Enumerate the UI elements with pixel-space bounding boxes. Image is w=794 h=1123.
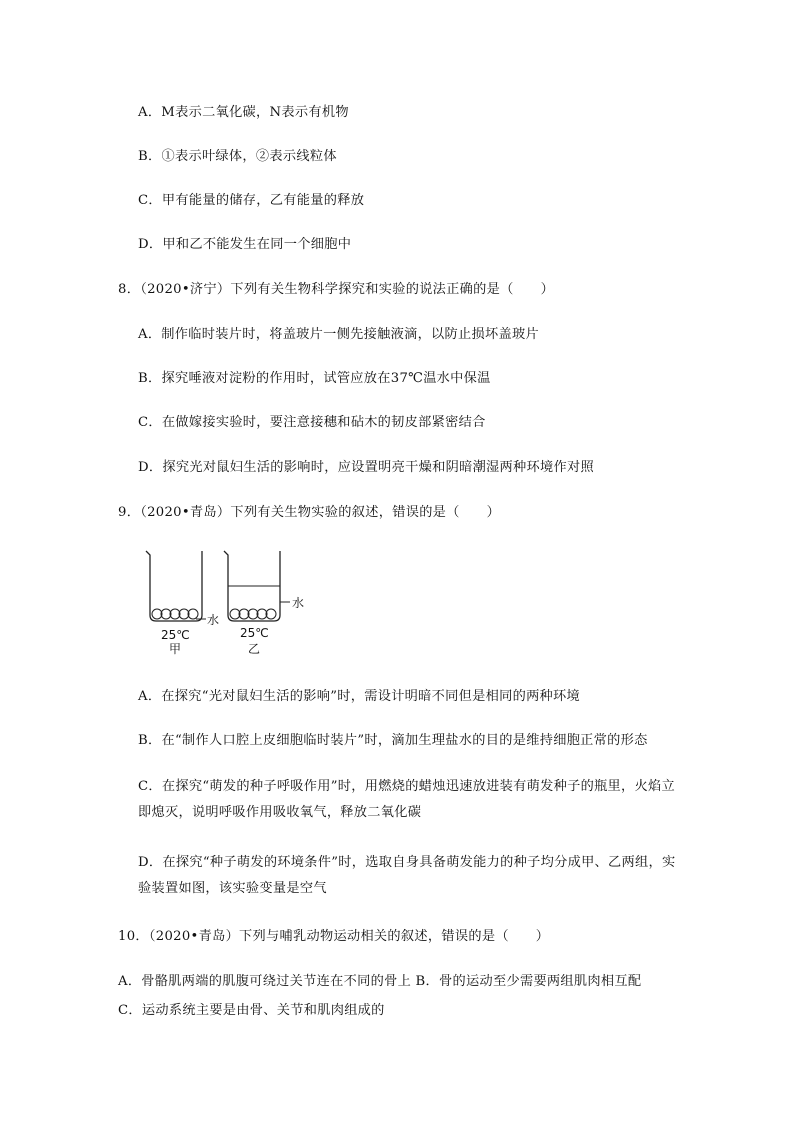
q8-option-a: A．制作临时装片时，将盖玻片一侧先接触液滴，以防止损坏盖玻片 (138, 327, 539, 342)
left-temp-label: 25℃ (161, 628, 190, 642)
q8-stem: 8．（2020•济宁）下列有关生物科学探究和实验的说法正确的是（ ） (118, 282, 555, 297)
q7-option-c: C．甲有能量的储存，乙有能量的释放 (138, 193, 365, 208)
q8-option-c: C．在做嫁接实验时，要注意接穗和砧木的韧皮部紧密结合 (138, 415, 486, 430)
right-water-label: 水 (292, 596, 305, 610)
seeds-left (152, 609, 198, 619)
right-temp-label: 25℃ (240, 626, 269, 640)
q10-stem: 10．（2020•青岛）下列与哺乳动物运动相关的叙述，错误的是（ ） (118, 929, 550, 944)
q9-option-b: B．在“制作人口腔上皮细胞临时装片”时，滴加生理盐水的目的是维持细胞正常的形态 (138, 733, 648, 748)
seeds-right (230, 609, 276, 619)
q9-beaker-figure (140, 547, 330, 659)
q8-option-d: D．探究光对鼠妇生活的影响时，应设置明亮干燥和阴暗潮湿两种环境作对照 (138, 460, 594, 475)
q9-stem: 9．（2020•青岛）下列有关生物实验的叙述，错误的是（ ） (118, 505, 501, 520)
right-group-label: 乙 (248, 642, 261, 656)
beaker-diagram (140, 547, 330, 659)
q9-option-d: D．在探究“种子萌发的环境条件”时，选取自身具备萌发能力的种子均分成甲、乙两组，实验装置如图，该实验变量是空气 (138, 855, 676, 896)
q7-option-b: B．①表示叶绿体，②表示线粒体 (138, 149, 337, 164)
beaker-left (146, 551, 202, 621)
q7-option-d: D．甲和乙不能发生在同一个细胞中 (138, 237, 352, 252)
q8-option-b: B．探究唾液对淀粉的作用时，试管应放在37℃温水中保温 (138, 371, 491, 386)
left-group-label: 甲 (169, 642, 182, 656)
q7-option-a: A．M表示二氧化碳，N表示有机物 (138, 105, 349, 120)
left-water-label: 水 (207, 613, 220, 627)
q9-option-a: A．在探究“光对鼠妇生活的影响”时，需设计明暗不同但是相同的两种环境 (138, 689, 581, 704)
q9-option-c: C．在探究“萌发的种子呼吸作用”时，用燃烧的蜡烛迅速放进装有萌发种子的瓶里，火焰立即熄灭，说明呼吸作用吸收氧气，释放二氧化碳 (138, 779, 675, 820)
q10-option-ab: A．骨骼肌两端的肌腹可绕过关节连在不同的骨上 B．骨的运动至少需要两组肌肉相互配 (118, 974, 642, 989)
q10-option-c: C．运动系统主要是由骨、关节和肌肉组成的 (118, 1003, 385, 1018)
